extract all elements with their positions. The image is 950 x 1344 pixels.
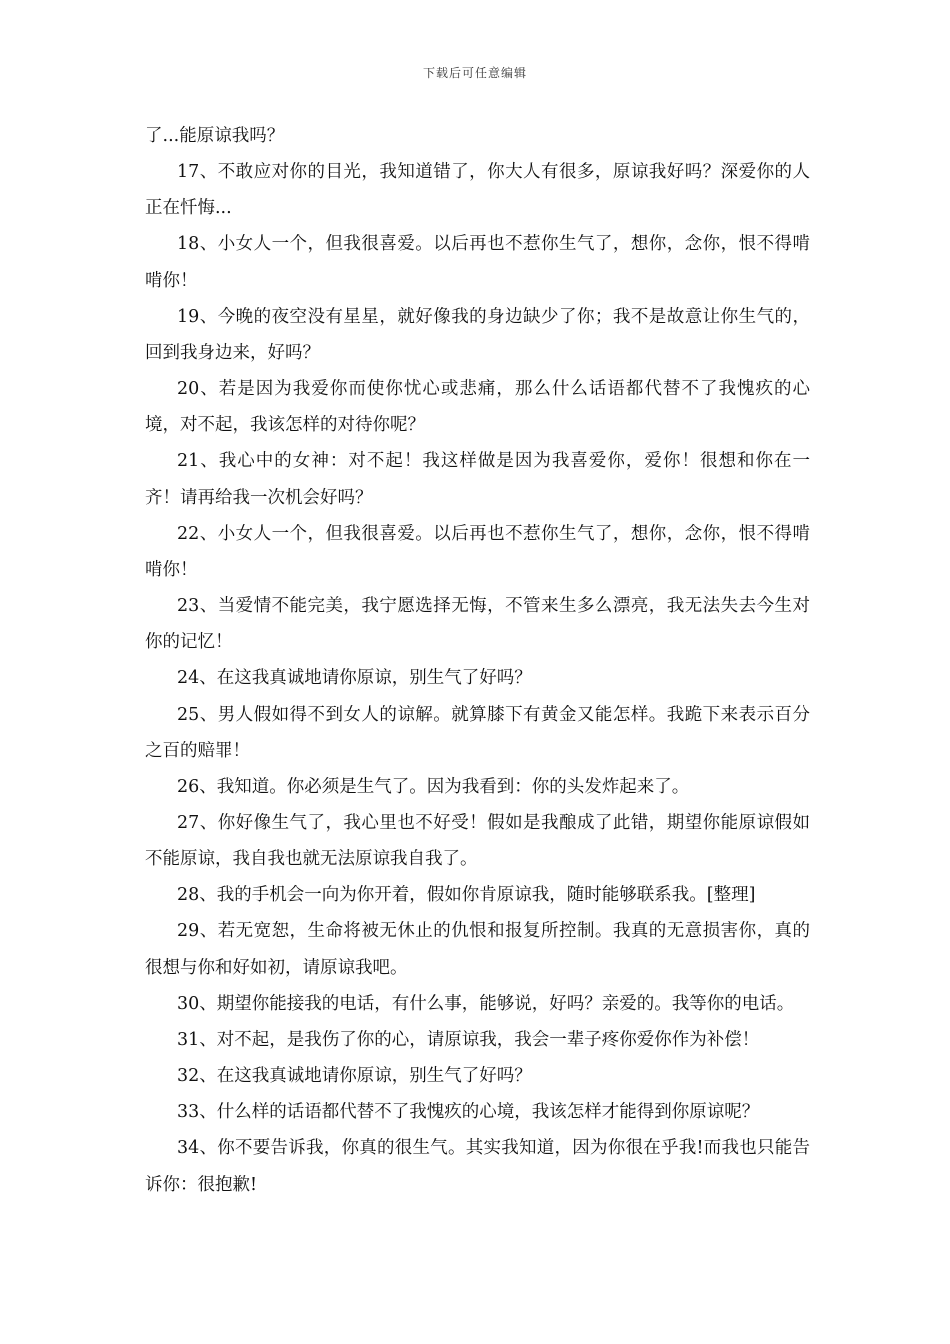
paragraph-23: 23、当爱情不能完美，我宁愿选择无悔，不管来生多么漂亮，我无法失去今生对你的记忆！: [145, 596, 810, 653]
paragraph-29: 29、若无宽恕，生命将被无休止的仇恨和报复所控制。我真的无意损害你，真的很想与你和好如初，请原谅我吧。: [145, 921, 810, 978]
paragraph-34: 34、你不要告诉我，你真的很生气。其实我知道，因为你很在乎我!而我也只能告诉你：很抱歉!: [145, 1138, 810, 1195]
paragraph-24: 24、在这我真诚地请你原谅，别生气了好吗？: [177, 668, 532, 689]
paragraph-31: 31、对不起，是我伤了你的心，请原谅我，我会一辈子疼你爱你作为补偿！: [177, 1029, 760, 1050]
paragraph-33: 33、什么样的话语都代替不了我愧疚的心境，我该怎样才能得到你原谅呢？: [177, 1102, 760, 1123]
paragraph-27: 27、你好像生气了，我心里也不好受！假如是我酿成了此错，期望你能原谅假如不能原谅，我自我也就无法原谅我自我了。: [145, 812, 810, 870]
paragraph-continuation: 了...能原谅我吗？: [145, 126, 285, 146]
paragraph-25: 25、男人假如得不到女人的谅解。就算膝下有黄金又能怎样。我跪下来表示百分之百的赔罪！: [145, 704, 810, 761]
document-body: [145, 118, 810, 1203]
paragraph-18: 18、小女人一个，但我很喜爱。以后再也不惹你生气了，想你，念你，恨不得啃啃你！: [145, 234, 810, 291]
paragraph-20: 20、若是因为我爱你而使你忧心或悲痛，那么什么话语都代替不了我愧疚的心境，对不起，我该怎样的对待你呢？: [145, 379, 810, 436]
paragraph-17: 17、不敢应对你的目光，我知道错了，你大人有很多，原谅我好吗？深爱你的人正在忏悔...: [145, 162, 810, 219]
paragraph-28: 28、我的手机会一向为你开着，假如你肯原谅我，随时能够联系我。[整理]: [177, 885, 756, 906]
paragraph-19: 19、今晚的夜空没有星星，就好像我的身边缺少了你；我不是故意让你生气的，回到我身边来，好吗？: [145, 306, 810, 363]
paragraph-26: 26、我知道。你必须是生气了。因为我看到：你的头发炸起来了。: [177, 776, 690, 797]
paragraph-21: 21、我心中的女神：对不起！我这样做是因为我喜爱你，爱你！很想和你在一齐！请再给我一次机会好吗？: [145, 451, 810, 508]
paragraph-30: 30、期望你能接我的电话，有什么事，能够说，好吗？亲爱的。我等你的电话。: [177, 993, 795, 1014]
page-header: 下载后可任意编辑: [422, 66, 527, 80]
paragraph-32: 32、在这我真诚地请你原谅，别生气了好吗？: [177, 1066, 532, 1087]
paragraph-22: 22、小女人一个，但我很喜爱。以后再也不惹你生气了，想你，念你，恨不得啃啃你！: [145, 523, 810, 580]
